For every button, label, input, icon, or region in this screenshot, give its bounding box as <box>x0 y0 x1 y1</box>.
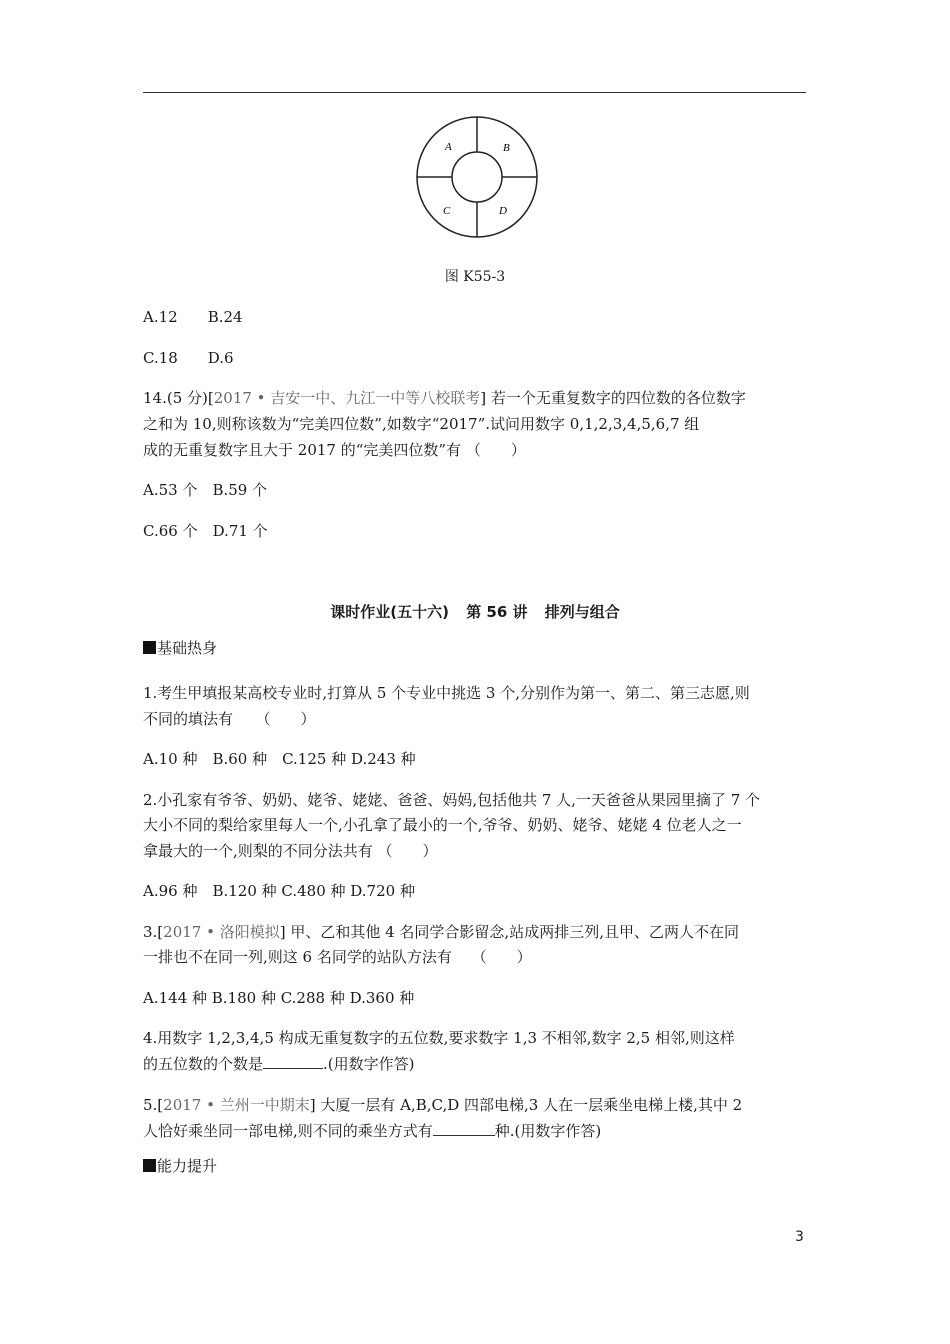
q14-line2: 之和为 10,则称该数为“完美四位数”,如数字“2017”.试问用数字 0,1,2,3,4,5,6,7 组 <box>143 415 700 433</box>
q5-line2 <box>143 1121 601 1141</box>
ring-diagram <box>415 115 539 239</box>
q5-text-after: 种.(用数字作答) <box>494 1122 602 1140</box>
heading-basic <box>143 638 217 658</box>
q3-options: A.144 种 B.180 种 C.288 种 D.360 种 <box>143 989 415 1007</box>
q1-options: A.10 种 B.60 种 C.125 种 D.243 种 <box>143 750 416 768</box>
heading-basic-label: 基础热身 <box>157 639 218 657</box>
region-label-c: C <box>443 205 451 217</box>
q14-prefix: 14.(5 分)[ <box>143 389 214 407</box>
inner-circle <box>452 152 502 202</box>
square-bullet-icon <box>143 1159 156 1172</box>
q3-line1 <box>143 922 739 942</box>
q13-options-row1: A.12 B.24 <box>143 308 243 326</box>
q4-line1: 4.用数字 1,2,3,4,5 构成无重复数字的五位数,要求数字 1,3 不相邻,数字 2,5 相邻,则这样 <box>143 1029 735 1047</box>
q14-options-row1: A.53 个 B.59 个 <box>143 481 268 499</box>
q3-prefix: 3.[ <box>143 923 164 941</box>
q4-text-after: .(用数字作答) <box>323 1055 415 1073</box>
q1-line2: 不同的填法有 （ ） <box>143 710 316 728</box>
q2-line1: 2.小孔家有爷爷、奶奶、姥爷、姥姥、爸爸、妈妈,包括他共 7 人,一天爸爸从果园里摘了 7 个 <box>143 791 761 809</box>
section-title <box>0 601 950 622</box>
q14-source: 2017 • 吉安一中、九江一中等八校联考 <box>213 389 481 407</box>
q3-line2: 一排也不在同一列,则这 6 名同学的站队方法有 （ ） <box>143 948 532 966</box>
section-title-part3: 排列与组合 <box>544 603 620 621</box>
region-label-b: B <box>503 142 510 154</box>
q5-line1 <box>143 1095 742 1115</box>
heading-advance-label: 能力提升 <box>157 1157 218 1175</box>
q5-answer-blank[interactable] <box>433 1121 495 1136</box>
q5-text: ] 大厦一层有 A,B,C,D 四部电梯,3 人在一层乘坐电梯上楼,其中 2 <box>309 1096 743 1114</box>
q1-line1: 1.考生甲填报某高校专业时,打算从 5 个专业中挑选 3 个,分别作为第一、第二、第三志愿,则 <box>143 684 750 702</box>
square-bullet-icon <box>143 641 156 654</box>
q5-source: 2017 • 兰州一中期末 <box>163 1096 310 1114</box>
page-number: 3 <box>795 1229 804 1245</box>
q2-line3: 拿最大的一个,则梨的不同分法共有 （ ） <box>143 842 438 860</box>
q2-line2: 大小不同的梨给家里每人一个,小孔拿了最小的一个,爷爷、奶奶、姥爷、姥姥 4 位老人之一 <box>143 816 742 834</box>
heading-advance <box>143 1156 217 1176</box>
section-title-part1: 课时作业(五十六) <box>330 603 449 621</box>
q14-options-row2: C.66 个 D.71 个 <box>143 522 268 540</box>
q5-text-before: 人恰好乘坐同一部电梯,则不同的乘坐方式有 <box>143 1122 433 1140</box>
q13-options-row2: C.18 D.6 <box>143 349 234 367</box>
q14-line3: 成的无重复数字且大于 2017 的“完美四位数”有 （ ） <box>143 441 526 459</box>
figure-caption: 图 K55-3 <box>444 269 506 285</box>
q14-line1 <box>143 388 746 408</box>
q4-answer-blank[interactable] <box>263 1054 323 1069</box>
q4-text-before: 的五位数的个数是 <box>143 1055 264 1073</box>
region-label-a: A <box>445 141 452 153</box>
q5-prefix: 5.[ <box>143 1096 164 1114</box>
q2-options: A.96 种 B.120 种 C.480 种 D.720 种 <box>143 882 415 900</box>
q3-text: ] 甲、乙和其他 4 名同学合影留念,站成两排三列,且甲、乙两人不在同 <box>279 923 739 941</box>
q14-text: ] 若一个无重复数字的四位数的各位数字 <box>480 389 746 407</box>
region-label-d: D <box>499 205 507 217</box>
q3-source: 2017 • 洛阳模拟 <box>163 923 280 941</box>
section-title-part2: 第 56 讲 <box>466 603 528 621</box>
header-rule <box>143 92 806 93</box>
q4-line2 <box>143 1054 415 1074</box>
